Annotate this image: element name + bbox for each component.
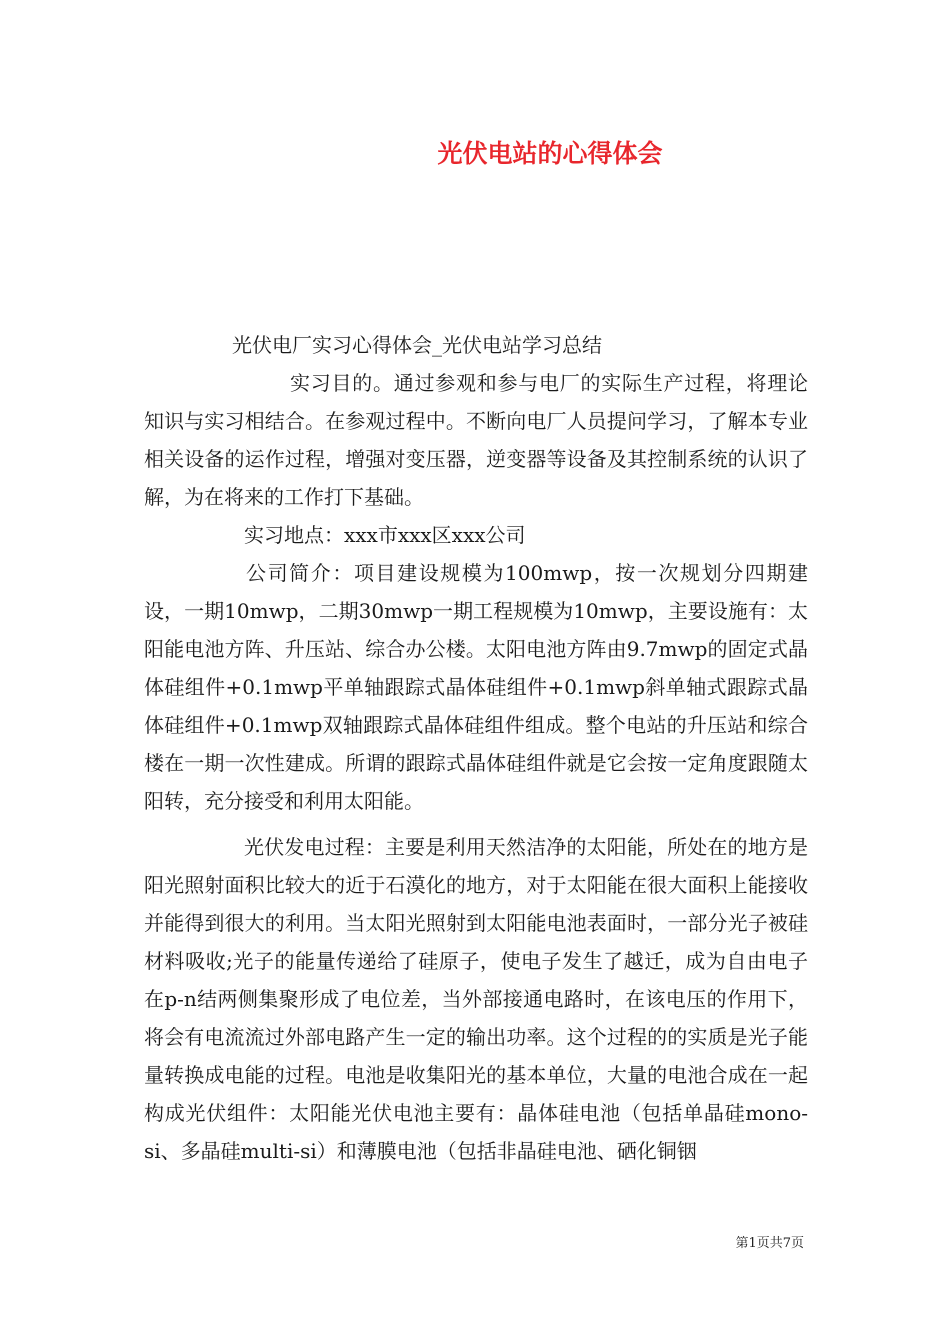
document-subtitle: 光伏电厂实习心得体会_光伏电站学习总结 — [232, 333, 602, 357]
paragraph-company-intro: 公司简介：项目建设规模为100mwp，按一次规划分四期建设，一期10mwp，二期30mwp一期工程规模为10mwp，主要设施有：太阳能电池方阵、升压站、综合办公楼。太阳电池方阵由9.7mwp的固定式晶体硅组件+0.1mwp平单轴跟踪式晶体硅组件+0.1mwp斜单轴式跟踪式晶体硅组件+0.1mwp双轴跟踪式晶体硅组件组成。整个电站的升压站和综合楼在一期一次性建成。所谓的跟踪式晶体硅组件就是它会按一定角度跟随太阳转，充分接受和利用太阳能。 — [144, 561, 808, 813]
paragraph-generation-process: 光伏发电过程：主要是利用天然洁净的太阳能，所处在的地方是阳光照射面积比较大的近于石漠化的地方，对于太阳能在很大面积上能接收并能得到很大的利用。当太阳光照射到太阳能电池表面时，一部分光子被硅材料吸收;光子的能量传递给了硅原子，使电子发生了越迁，成为自由电子在p-n结两侧集聚形成了电位差，当外部接通电路时，在该电压的作用下，将会有电流流过外部电路产生一定的输出功率。这个过程的的实质是光子能量转换成电能的过程。电池是收集阳光的基本单位，大量的电池合成在一起构成光伏组件：太阳能光伏电池主要有：晶体硅电池（包括单晶硅mono-si、多晶硅multi-si）和薄膜电池（包括非晶硅电池、硒化铜铟 — [144, 835, 808, 1163]
document-title: 光伏电站的心得体会 — [437, 139, 663, 168]
paragraph-location: 实习地点：xxx市xxx区xxx公司 — [244, 523, 526, 547]
paragraph-purpose: 实习目的。通过参观和参与电厂的实际生产过程，将理论知识与实习相结合。在参观过程中。不断向电厂人员提问学习，了解本专业相关设备的运作过程，增强对变压器，逆变器等设备及其控制系统的认识了解，为在将来的工作打下基础。 — [144, 371, 808, 509]
page-number: 第1页共7页 — [735, 1236, 804, 1251]
document-body — [144, 326, 808, 1170]
